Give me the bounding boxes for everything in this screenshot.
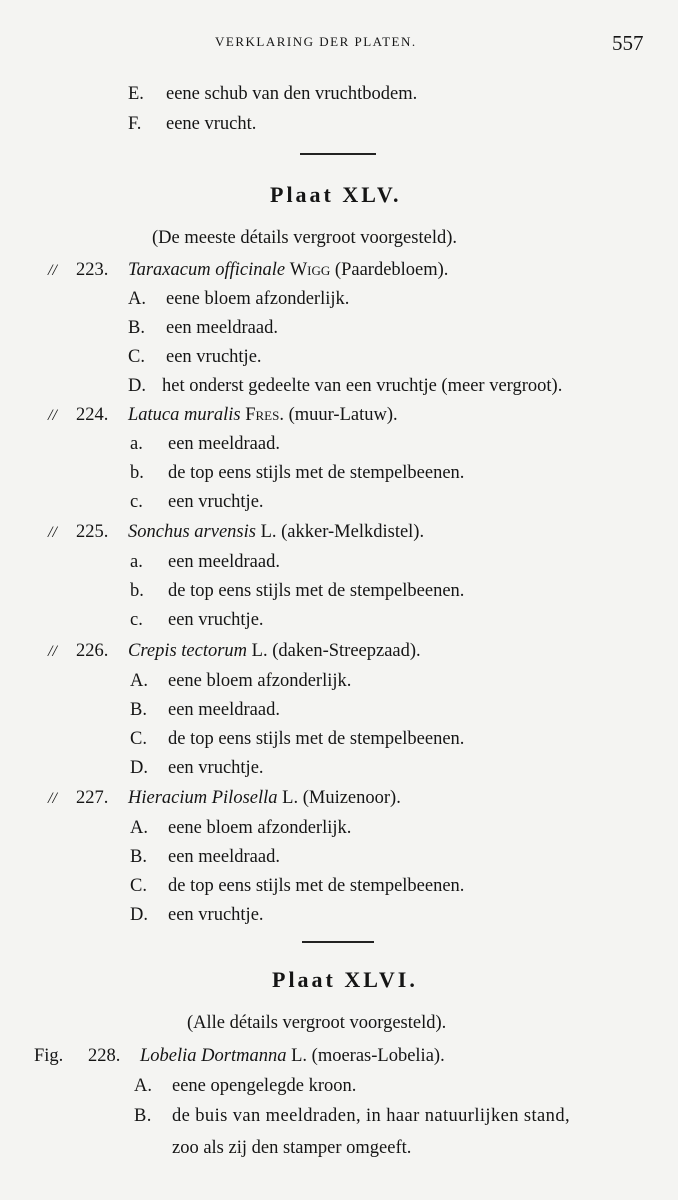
author: L. — [251, 641, 268, 661]
item-text: de top eens stijls met de stempelbeenen. — [168, 581, 465, 601]
list-item — [130, 818, 351, 839]
species-name: Taraxacum officinale — [128, 260, 286, 280]
common-name: (muur-Latuw). — [288, 405, 398, 425]
list-item — [130, 434, 280, 455]
figure-number: 227. — [76, 788, 109, 808]
item-letter: c. — [130, 492, 143, 512]
figure-entry — [48, 260, 448, 281]
list-item — [128, 114, 256, 135]
item-text: eene bloem afzonderlijk. — [168, 818, 352, 838]
plate-heading: Plaat XLVI. — [272, 967, 418, 992]
item-text: eene opengelegde kroon. — [172, 1076, 357, 1096]
common-name: (daken-Streepzaad). — [272, 641, 421, 661]
item-letter: C. — [130, 876, 147, 896]
item-letter: F. — [128, 114, 142, 134]
list-item — [130, 492, 264, 513]
item-letter: B. — [130, 847, 147, 867]
item-text: een meeldraad. — [168, 700, 280, 720]
list-item — [128, 84, 417, 105]
list-item — [130, 552, 280, 573]
figure-number: 224. — [76, 405, 109, 425]
list-item — [130, 671, 351, 692]
item-text: een vruchtje. — [168, 758, 264, 778]
item-letter: b. — [130, 581, 144, 601]
item-text: een vruchtje. — [168, 610, 264, 630]
list-item — [134, 1106, 570, 1127]
list-item — [128, 376, 562, 397]
figure-number: 228. — [88, 1046, 121, 1066]
item-text: een vruchtje. — [166, 347, 262, 367]
item-text: de top eens stijls met de stempelbeenen. — [168, 729, 465, 749]
item-letter: A. — [134, 1076, 152, 1096]
item-text: eene bloem afzonderlijk. — [166, 289, 350, 309]
item-letter: D. — [128, 376, 146, 396]
list-item — [130, 729, 464, 750]
item-text: een meeldraad. — [168, 552, 280, 572]
item-text: een meeldraad. — [168, 434, 280, 454]
item-letter: b. — [130, 463, 144, 483]
list-item — [128, 347, 262, 368]
item-text: een meeldraad. — [166, 318, 278, 338]
common-name: (akker-Melkdistel). — [281, 522, 425, 542]
figure-entry — [48, 788, 401, 809]
item-letter: c. — [130, 610, 143, 630]
plate-heading: Plaat XLV. — [270, 182, 402, 207]
item-letter: A. — [130, 818, 148, 838]
figure-number: 226. — [76, 641, 109, 661]
item-text: het onderst gedeelte van een vruchtje (meer vergroot). — [162, 376, 563, 396]
item-letter: E. — [128, 84, 144, 104]
ditto-mark: // — [48, 262, 57, 279]
item-text: eene bloem afzonderlijk. — [168, 671, 352, 691]
list-item — [130, 876, 464, 897]
list-item — [130, 581, 464, 602]
list-item — [128, 318, 278, 339]
plate-note: (De meeste détails vergroot voorgesteld). — [152, 228, 457, 248]
list-item-continuation — [172, 1138, 411, 1159]
species-name: Latuca muralis — [128, 405, 241, 425]
list-item — [128, 289, 349, 310]
ditto-mark: // — [48, 643, 57, 660]
list-item — [130, 463, 464, 484]
list-item — [130, 610, 264, 631]
item-letter: D. — [130, 905, 148, 925]
page-number: 557 — [612, 31, 644, 55]
item-letter: A. — [128, 289, 146, 309]
species-name: Hieracium Pilosella — [128, 788, 278, 808]
author: Fres. — [245, 405, 284, 425]
figure-entry — [48, 522, 424, 543]
list-item — [130, 700, 280, 721]
figure-entry — [48, 405, 398, 426]
item-text: de top eens stijls met de stempelbeenen. — [168, 463, 465, 483]
fig-label: Fig. — [34, 1046, 64, 1066]
item-letter: D. — [130, 758, 148, 778]
author: L. — [291, 1046, 308, 1066]
figure-entry — [48, 641, 421, 662]
item-letter: B. — [130, 700, 147, 720]
author: L. — [282, 788, 299, 808]
item-letter: B. — [134, 1106, 152, 1126]
ditto-mark: // — [48, 790, 57, 807]
item-text: de top eens stijls met de stempelbeenen. — [168, 876, 465, 896]
figure-number: 223. — [76, 260, 109, 280]
list-item — [130, 905, 264, 926]
author: Wigg — [289, 260, 331, 280]
item-text: eene vrucht. — [166, 114, 257, 134]
author: L. — [260, 522, 277, 542]
list-item — [130, 847, 280, 868]
common-name: (moeras-Lobelia). — [311, 1046, 445, 1066]
ditto-mark: // — [48, 524, 57, 541]
item-letter: a. — [130, 434, 143, 454]
section-divider — [302, 941, 374, 943]
list-item — [130, 758, 264, 779]
running-header: VERKLARING DER PLATEN. — [215, 34, 417, 49]
figure-number: 225. — [76, 522, 109, 542]
figure-entry — [34, 1046, 445, 1067]
list-item — [134, 1076, 356, 1097]
item-text: een vruchtje. — [168, 905, 264, 925]
species-name: Lobelia Dortmanna — [140, 1046, 287, 1066]
common-name: (Muizenoor). — [302, 788, 401, 808]
section-divider — [300, 153, 376, 155]
item-letter: C. — [130, 729, 147, 749]
item-text: een vruchtje. — [168, 492, 264, 512]
item-text: een meeldraad. — [168, 847, 280, 867]
species-name: Sonchus arvensis — [128, 522, 256, 542]
item-letter: a. — [130, 552, 143, 572]
item-text: zoo als zij den stamper omgeeft. — [172, 1138, 412, 1158]
common-name: (Paardebloem). — [334, 260, 449, 280]
item-letter: B. — [128, 318, 145, 338]
ditto-mark: // — [48, 407, 57, 424]
plate-note: (Alle détails vergroot voorgesteld). — [187, 1013, 447, 1033]
item-letter: A. — [130, 671, 148, 691]
item-text: eene schub van den vruchtbodem. — [166, 84, 418, 104]
item-text: de buis van meeldraden, in haar natuurlijken stand, — [172, 1106, 570, 1126]
species-name: Crepis tectorum — [128, 641, 248, 661]
item-letter: C. — [128, 347, 145, 367]
